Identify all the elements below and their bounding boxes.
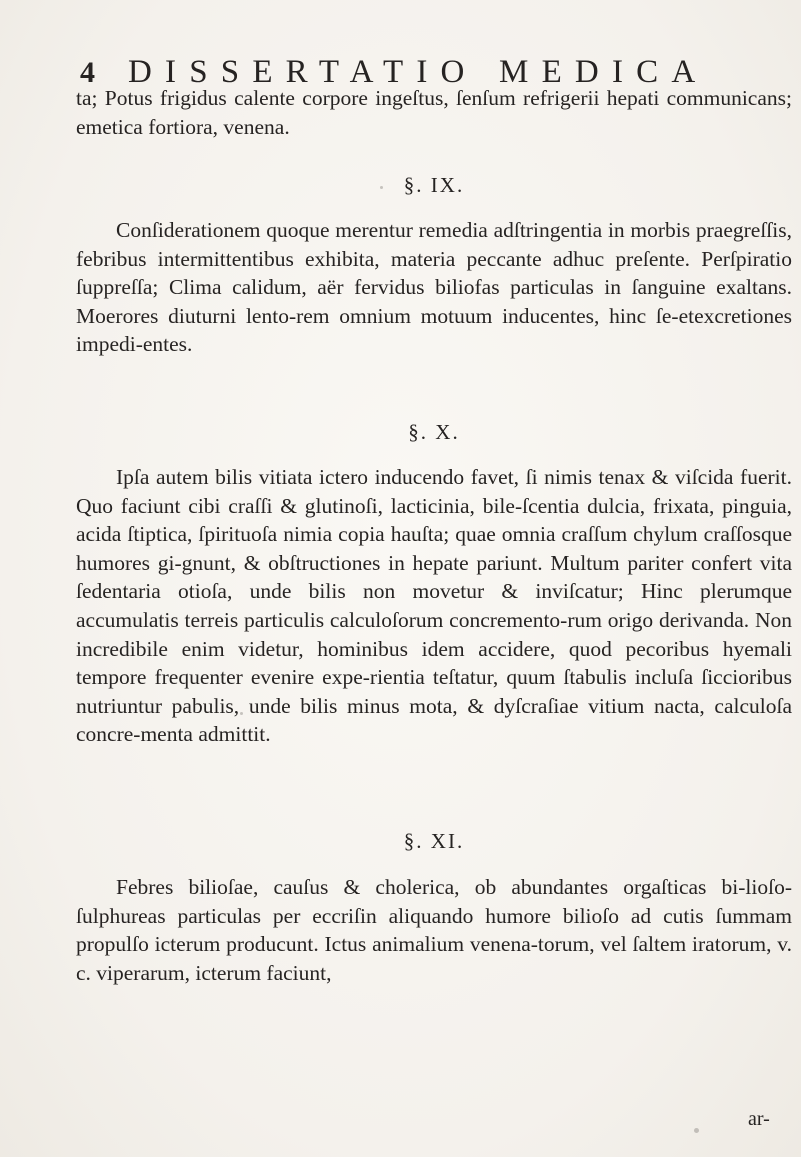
paragraph-text: Febres bilioſae, cauſus & cholerica, ob abundantes orgaſticas bi-lioſo-ſulphureas particulas per eccriſin aliquando humore bilioſo ad cutis ſummam propulſo icterum producunt. Ictus animalium venena-torum, vel ſaltem iratorum, v. c. viperarum, icterum faciunt, — [76, 875, 792, 985]
section-heading-9: §. IX. — [403, 173, 465, 197]
section-10-paragraph — [76, 463, 792, 749]
paragraph-text: ta; Potus frigidus calente corpore ingeſtus, ſenſum refrigerii hepati communicans; emetica fortiora, venena. — [76, 86, 792, 139]
page-number: 4 — [80, 56, 95, 89]
catchword: ar- — [748, 1108, 770, 1130]
paragraph-text: Conſiderationem quoque merentur remedia adſtringentia in morbis praegreſſis, febribus intermittentibus exhibita, materia peccante adhuc preſente. Perſpiratio ſuppreſſa; Clima calidum, aër fervidus biliofas particulas in ſanguine exaltans. Moerores diuturni lento-rem omnium motuum inducentes, hinc ſe-etexcretiones impedi-entes. — [76, 218, 792, 357]
section-heading-11: §. XI. — [403, 829, 465, 853]
paper-speck — [240, 712, 243, 715]
section-9-paragraph — [76, 216, 792, 359]
paragraph-text: Ipſa autem bilis vitiata ictero inducendo favet, ſi nimis tenax & viſcida fuerit. Quo faciunt cibi craſſi & glutinoſi, lacticinia, bile-ſcentia dulcia, frixata, pinguia, acida ſtiptica, ſpirituoſa nimia copia hauſta; quae omnia craſſum chylum craſſosque humores gi-gnunt, & obſtructiones in hepate pariunt. Multum pariter confert vita ſedentaria otioſa, unde bilis non movetur & inviſcatur; Hinc plerumque accumulatis terreis particulis calculoſorum concremento-rum origo derivanda. Non incredibile enim videtur, hominibus idem accidere, quod pecoribus hyemali tempore frequenter evenire expe-rientia teſtatur, quum ſtabulis incluſa ſiccioribus nutriuntur pabulis, unde bilis minus mota, & dyſcraſiae vitium nacta, calculoſa concre-menta admittit. — [76, 465, 792, 747]
intro-paragraph — [76, 84, 792, 141]
paper-speck — [380, 186, 383, 189]
running-title: DISSERTATIO MEDICA — [128, 54, 709, 90]
section-11-paragraph — [76, 873, 792, 987]
paper-speck — [694, 1128, 699, 1133]
section-heading-10: §. X. — [408, 420, 460, 444]
